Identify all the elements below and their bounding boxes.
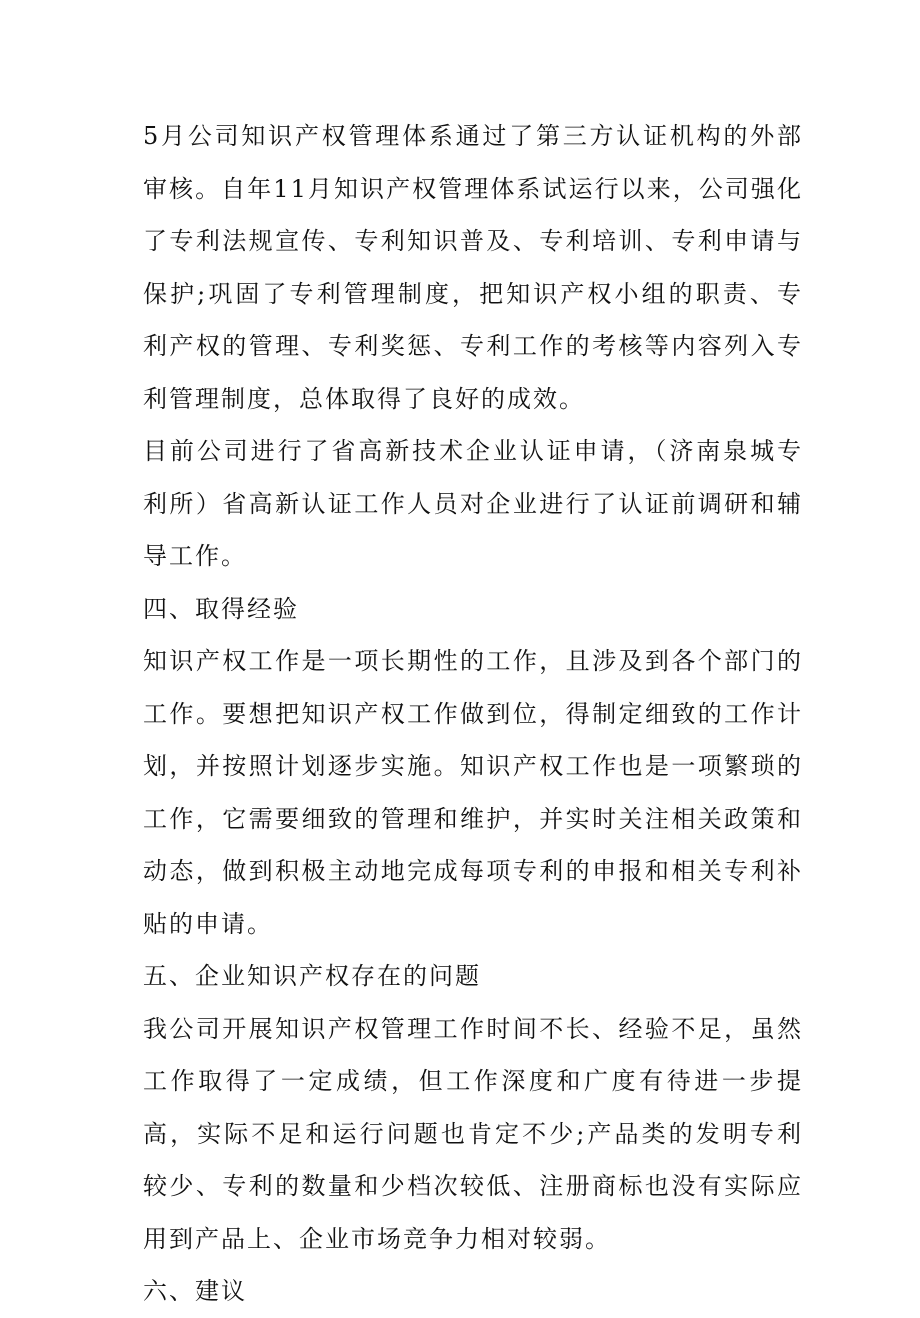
paragraph-certification: 目前公司进行了省高新技术企业认证申请，（济南泉城专利所）省高新认证工作人员对企业进行了认证前调研和辅导工作。: [143, 437, 803, 570]
paragraph-problems: 我公司开展知识产权管理工作时间不长、经验不足，虽然工作取得了一定成绩，但工作深度和广度有待进一步提高，实际不足和运行问题也肯定不少;产品类的发明专利较少、专利的数量和少档次较低、注册商标也没有实际应用到产品上、企业市场竞争力相对较弱。: [143, 1014, 803, 1253]
paragraph-experience: 知识产权工作是一项长期性的工作，且涉及到各个部门的工作。要想把知识产权工作做到位，得制定细致的工作计划，并按照计划逐步实施。知识产权工作也是一项繁琐的工作，它需要细致的管理和维护，并实时关注相关政策和动态，做到积极主动地完成每项专利的申报和相关专利补贴的申请。: [143, 647, 803, 938]
paragraph-audit: 5月公司知识产权管理体系通过了第三方认证机构的外部审核。自年11月知识产权管理体系试运行以来，公司强化了专利法规宣传、专利知识普及、专利培训、专利申请与保护;巩固了专利管理制度，把知识产权小组的职责、专利产权的管理、专利奖惩、专利工作的考核等内容列入专利管理制度，总体取得了良好的成效。: [143, 122, 803, 413]
heading-problems: 五、企业知识产权存在的问题: [143, 962, 481, 990]
document-body: [143, 110, 803, 1318]
heading-suggestions: 六、建议: [143, 1277, 247, 1305]
heading-experience: 四、取得经验: [143, 594, 299, 623]
